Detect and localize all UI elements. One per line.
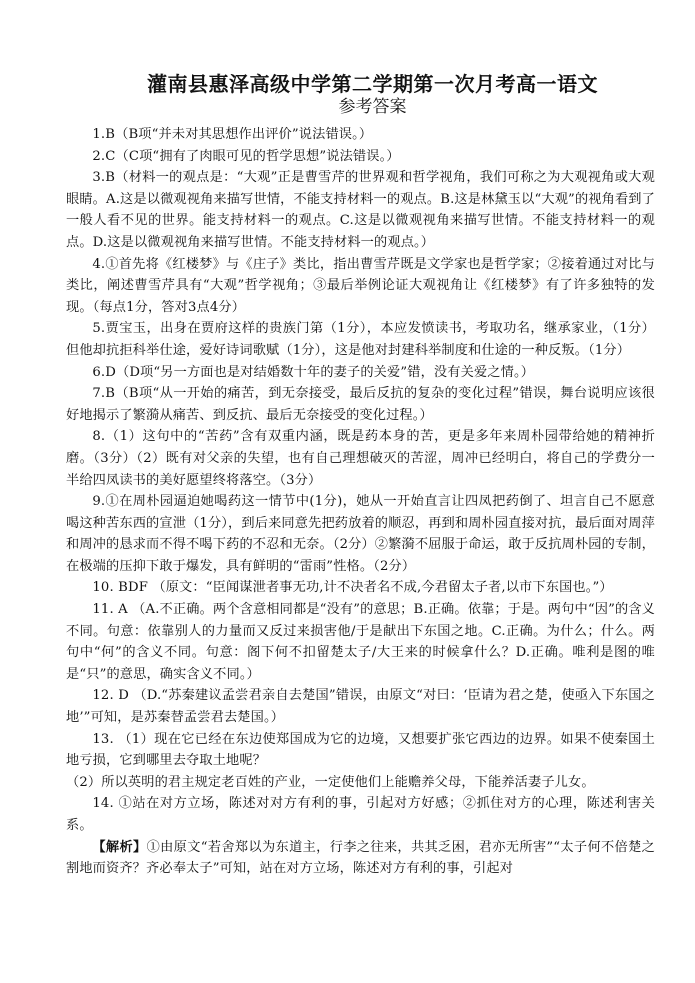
answer-9: 9.①在周朴园逼迫她喝药这一情节中(1分)，她从一开始直言让四凤把药倒了、坦言自己不愿意喝这种苦东西的宣泄（1分），到后来同意先把药放着的顺忍，再到和周朴园直接对抗，最后面对周萍和周冲的恳求而不得不喝下药的不忍和无奈。（2分）②繁漪不屈服于命运，敢于反抗周朴园的专制，在极端的压抑下敢于爆发，具有鲜明的“雷雨”性格。（2分） <box>66 494 655 574</box>
answer-12: 12. D （D.“苏秦建议孟尝君亲自去楚国”错误，由原文“对曰：‘臣请为君之楚，使亟入下东国之地’”可知，是苏秦替孟尝君去楚国。） <box>66 688 655 726</box>
answer-3: 3.B（材料一的观点是：“大观”正是曹雪芹的世界观和哲学视角，我们可称之为大观视角或大观眼睛。A.这是以微观视角来描写世情，不能支持材料一的观点。B.这是林黛玉以“大观”的视角看到了一般人看不见的世界。能支持材料一的观点。C.这是以微观视角来描写世情。不能支持材料一的观点。D.这是以微观视角来描写世情。不能支持材料一的观点。） <box>66 170 655 250</box>
answer-8: 8.（1）这句中的“苦药”含有双重内涵，既是药本身的苦，更是多年来周朴园带给她的精神折磨。（3分）（2）既有对父亲的失望，也有自己理想破灭的苦涩，周冲已经明白，将自己的学费分一半给四凤读书的美好愿望终将落空。（3分） <box>66 429 655 488</box>
document-title: 灌南县惠泽高级中学第二学期第一次月考高一语文 <box>147 72 598 96</box>
answer-10: 10. BDF （原文：“臣闻谋泄者事无功,计不决者名不成,今君留太子者,以市下东国也。”） <box>92 580 613 596</box>
analysis-paragraph <box>66 837 655 880</box>
answer-7: 7.B（B项“从一开始的痛苦，到无奈接受，最后反抗的复杂的变化过程”错误，舞台说明应该很好地揭示了繁漪从痛苦、到反抗、最后无奈接受的变化过程。） <box>66 386 655 423</box>
answer-11: 11. A （A.不正确。两个含意相同都是“没有”的意思；B.正确。依靠；于是。两句中“因”的含义不同。句意：依靠别人的力量而又反过来损害他/于是献出下东国之地。C.正确。为什么；什么。两句中“何”的含义不同。句意：阁下何不扣留楚太子/大王来的时候拿什么？D.正确。唯利是图的唯是“只”的意思，确实含义不同。） <box>66 602 655 682</box>
answer-1: 1.B（B项“并未对其思想作出评价”说法错误。） <box>92 127 373 142</box>
analysis-label: 【解析】 <box>92 839 147 855</box>
answer-5: 5.贾宝玉，出身在贾府这样的贵族门第（1分），本应发愤读书，考取功名，继承家业，（1分）但他却抗拒科举仕途，爱好诗词歌赋（1分），这是他对封建科举制度和仕途的一种反叛。（1分） <box>66 321 655 358</box>
document-subtitle: 参考答案 <box>338 97 407 117</box>
answer-4: 4.①首先将《红楼梦》与《庄子》类比，指出曹雪芹既是文学家也是哲学家；②接着通过对比与类比，阐述曹雪芹具有“大观”哲学视角；③最后举例论证大观视角让《红楼梦》有了许多独特的发现。（每点1分，答对3点4分） <box>66 256 655 315</box>
answer-6: 6.D（D项“另一方面也是对结婚数十年的妻子的关爱”错，没有关爱之情。） <box>92 364 535 380</box>
analysis-text: ①由原文“若舍郑以为东道主，行李之往来，共其乏困，君亦无所害”“太子何不倍楚之割地而资齐？齐必奉太子”可知，站在对方立场，陈述对方有利的事，引起对 <box>66 839 655 877</box>
answer-13-part2: （2）所以英明的君主规定老百姓的产业，一定使他们上能赡养父母，下能养活妻子儿女。 <box>66 774 595 790</box>
answer-13-part1: 13. （1）现在它已经在东边使郑国成为它的边境，又想要扩张它西边的边界。如果不使秦国土地亏损，它到哪里去夺取土地呢？ <box>66 731 655 769</box>
answer-14: 14. ①站在对方立场，陈述对对方有利的事，引起对方好感；②抓住对方的心理，陈述利害关系。 <box>66 796 655 833</box>
answer-2: 2.C（C项“拥有了肉眼可见的哲学思想”说法错误。） <box>92 148 400 164</box>
